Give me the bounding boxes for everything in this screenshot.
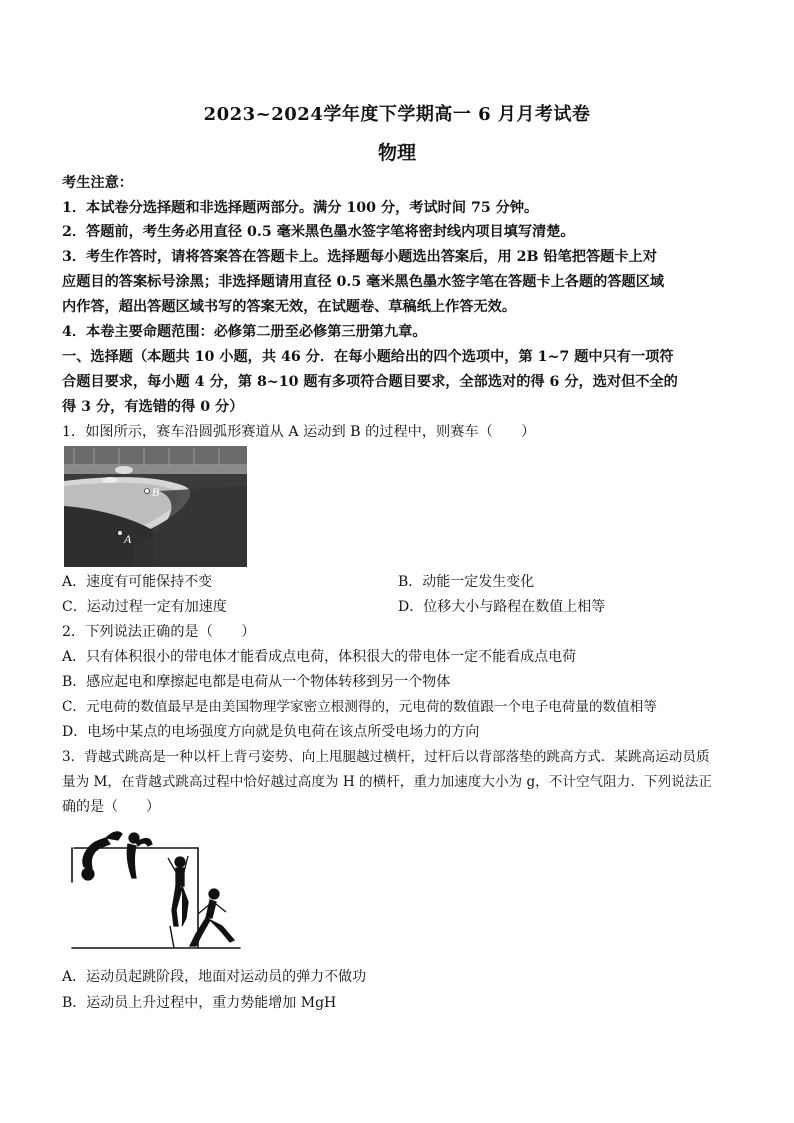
subject-title: 物理 [377,142,416,164]
notice-item: 4．本卷主要命题范围：必修第二册至必修第三册第九章。 [62,324,427,340]
question-3-stem: 确的是（ ） [62,799,160,815]
notice-item: 2．答题前，考生务必用直径 0.5 毫米黑色墨水签字笔将密封线内项目填写清楚。 [62,224,575,240]
question-1-stem: 1．如图所示，赛车沿圆弧形赛道从 A 运动到 B 的过程中，则赛车（ ） [62,424,536,440]
notice-item: 1．本试卷分选择题和非选择题两部分。满分 100 分，考试时间 75 分钟。 [62,200,539,216]
race-track-photo [64,446,247,567]
q2-option-c: C．元电荷的数值最早是由美国物理学家密立根测得的，元电荷的数值跟一个电子电荷量的数值相等 [62,699,657,715]
point-b-label: B [152,485,160,499]
notice-item: 3．考生作答时，请将答案答在答题卡上。选择题每小题选出答案后，用 2B 铅笔把答题卡上对 [62,249,657,265]
question-2-stem: 2．下列说法正确的是（ ） [62,624,256,640]
q1-option-d: D．位移大小与路程在数值上相等 [398,599,606,615]
point-a-label: A [124,532,132,546]
section-instructions: 一、选择题（本题共 10 小题，共 46 分．在每小题给出的四个选项中，第 1~7 题中只有一项符 [62,349,674,365]
q2-option-b: B．感应起电和摩擦起电都是电荷从一个物体转移到另一个物体 [62,674,451,690]
section-instructions: 得 3 分，有选错的得 0 分） [62,399,244,415]
notice-item: 内作答，超出答题区域书写的答案无效，在试题卷、草稿纸上作答无效。 [62,299,517,315]
section-instructions: 合题目要求，每小题 4 分，第 8~10 题有多项符合题目要求，全部选对的得 6 分，选对但不全的 [62,374,678,390]
q1-option-c: C．运动过程一定有加速度 [62,599,227,615]
q3-option-a: A．运动员起跳阶段，地面对运动员的弹力不做功 [62,969,367,985]
notice-item: 应题目的答案标号涂黑；非选择题请用直径 0.5 毫米黑色墨水签字笔在答题卡上各题的答题区域 [62,274,665,290]
high-jump-illustration [70,822,242,952]
question-3-stem: 3．背越式跳高是一种以杆上背弓姿势、向上甩腿越过横杆，过杆后以背部落垫的跳高方式．某跳高运动员质 [62,749,710,765]
q2-option-d: D．电场中某点的电场强度方向就是负电荷在该点所受电场力的方向 [62,724,480,740]
q3-option-b: B．运动员上升过程中，重力势能增加 MgH [62,995,337,1011]
exam-title: 2023~2024学年度下学期高一 6 月月考试卷 [203,104,591,125]
q1-option-a: A．速度有可能保持不变 [62,574,213,590]
notice-heading: 考生注意： [62,175,133,191]
q1-option-b: B．动能一定发生变化 [398,574,535,590]
race-track-illustration [64,446,247,567]
question-3-stem: 量为 M，在背越式跳高过程中恰好越过高度为 H 的横杆，重力加速度大小为 g，不计空气阻力．下列说法正 [62,774,712,790]
q2-option-a: A．只有体积很小的带电体才能看成点电荷，体积很大的带电体一定不能看成点电荷 [62,649,577,665]
